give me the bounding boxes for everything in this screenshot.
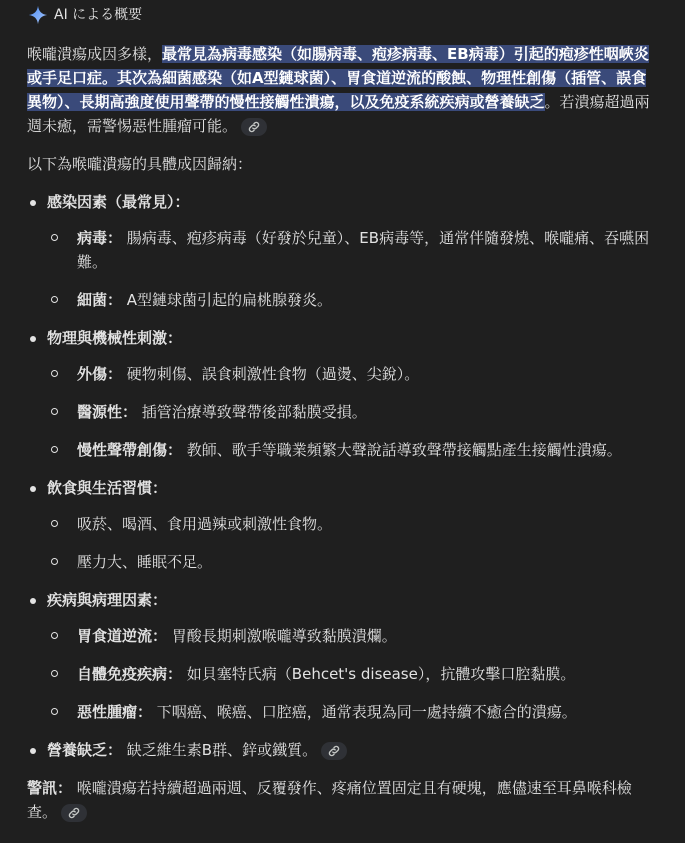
intro-text: 喉嚨潰瘍成因多樣， — [27, 45, 163, 63]
cause-category — [27, 738, 657, 762]
subcause-text: 如貝塞特氏病（Behcet's disease），抗體攻擊口腔黏膜。 — [186, 665, 576, 683]
intro-paragraph — [27, 42, 657, 138]
header-title: AI による概要 — [54, 7, 143, 23]
warning-label: 警訊： — [27, 779, 73, 797]
overview-content — [27, 42, 657, 824]
intro-highlight: 最常見為病毒感染（如腸病毒、疱疹病毒、EB病毒）引起的疱疹性咽峽炎或手足口症。其次為細菌感染（如A型鏈球菌）、胃食道逆流的酸蝕、物理性創傷（插管、誤食異物）、長期高強度使用聲帶的慢性接觸性潰瘍，以及免疫系統疾病或營養缺乏 — [27, 45, 649, 111]
subcause-term: 病毒： — [77, 229, 123, 247]
intro-source-link[interactable] — [241, 118, 267, 136]
subcause-text: 壓力大、睡眠不足。 — [77, 553, 213, 571]
subcause-item — [47, 550, 657, 574]
subcause-term: 慢性聲帶創傷： — [77, 441, 183, 459]
subcause-list — [47, 512, 657, 574]
nutrition-source-link[interactable] — [321, 742, 347, 760]
subcause-text: 下咽癌、喉癌、口腔癌，通常表現為同一處持續不癒合的潰瘍。 — [156, 703, 577, 721]
subcause-text: 腸病毒、疱疹病毒（好發於兒童）、EB病毒等，通常伴隨發燒、喉嚨痛、吞嚥困難。 — [77, 229, 650, 271]
cause-list — [27, 190, 657, 762]
category-title: 物理與機械性刺激： — [47, 329, 183, 347]
subcause-term: 外傷： — [77, 365, 123, 383]
subcause-item — [47, 512, 657, 536]
category-text: 缺乏維生素B群、鋅或鐵質。 — [126, 741, 318, 759]
cause-category — [27, 476, 657, 574]
warning-source-link[interactable] — [61, 804, 87, 822]
subcause-item — [47, 662, 657, 686]
subcause-text: 硬物刺傷、誤食刺激性食物（過燙、尖銳）。 — [126, 365, 420, 383]
sparkle-icon — [28, 5, 48, 25]
category-title: 感染因素（最常見）： — [47, 193, 190, 211]
intro-text-end: 。若潰瘍超過兩週未癒，需警惕惡性腫瘤可能。 — [27, 93, 650, 135]
subcause-list — [47, 226, 657, 312]
subcause-list — [47, 624, 657, 724]
subcause-item — [47, 624, 657, 648]
category-title: 營養缺乏： — [47, 741, 123, 759]
subcause-text: 插管治療導致聲帶後部黏膜受損。 — [141, 403, 367, 421]
subcause-item — [47, 700, 657, 724]
subcause-item — [47, 438, 657, 462]
cause-category — [27, 588, 657, 724]
subcause-term: 惡性腫瘤： — [77, 703, 153, 721]
link-icon — [247, 120, 261, 134]
subcause-item — [47, 362, 657, 386]
subcause-text: A型鏈球菌引起的扁桃腺發炎。 — [126, 291, 333, 309]
ai-overview-header — [28, 2, 142, 28]
subcause-item — [47, 400, 657, 424]
subcause-term: 細菌： — [77, 291, 123, 309]
category-title: 飲食與生活習慣： — [47, 479, 168, 497]
subcause-list — [47, 362, 657, 462]
cause-category — [27, 326, 657, 462]
category-title: 疾病與病理因素： — [47, 591, 168, 609]
link-icon — [327, 744, 341, 758]
warning-text: 喉嚨潰瘍若持續超過兩週、反覆發作、疼痛位置固定且有硬塊，應儘速至耳鼻喉科檢查。 — [27, 779, 632, 821]
subcause-term: 胃食道逆流： — [77, 627, 168, 645]
summary-intro: 以下為喉嚨潰瘍的具體成因歸納： — [27, 155, 253, 173]
subcause-item — [47, 226, 657, 274]
subcause-term: 自體免疫疾病： — [77, 665, 183, 683]
subcause-text: 吸菸、喝酒、食用過辣或刺激性食物。 — [77, 515, 333, 533]
subcause-text: 教師、歌手等職業頻繁大聲說話導致聲帶接觸點產生接觸性潰瘍。 — [186, 441, 622, 459]
subcause-text: 胃酸長期刺激喉嚨導致黏膜潰爛。 — [171, 627, 397, 645]
warning-paragraph — [27, 776, 657, 824]
cause-category — [27, 190, 657, 312]
subcause-item — [47, 288, 657, 312]
subcause-term: 醫源性： — [77, 403, 138, 421]
link-icon — [67, 806, 81, 820]
